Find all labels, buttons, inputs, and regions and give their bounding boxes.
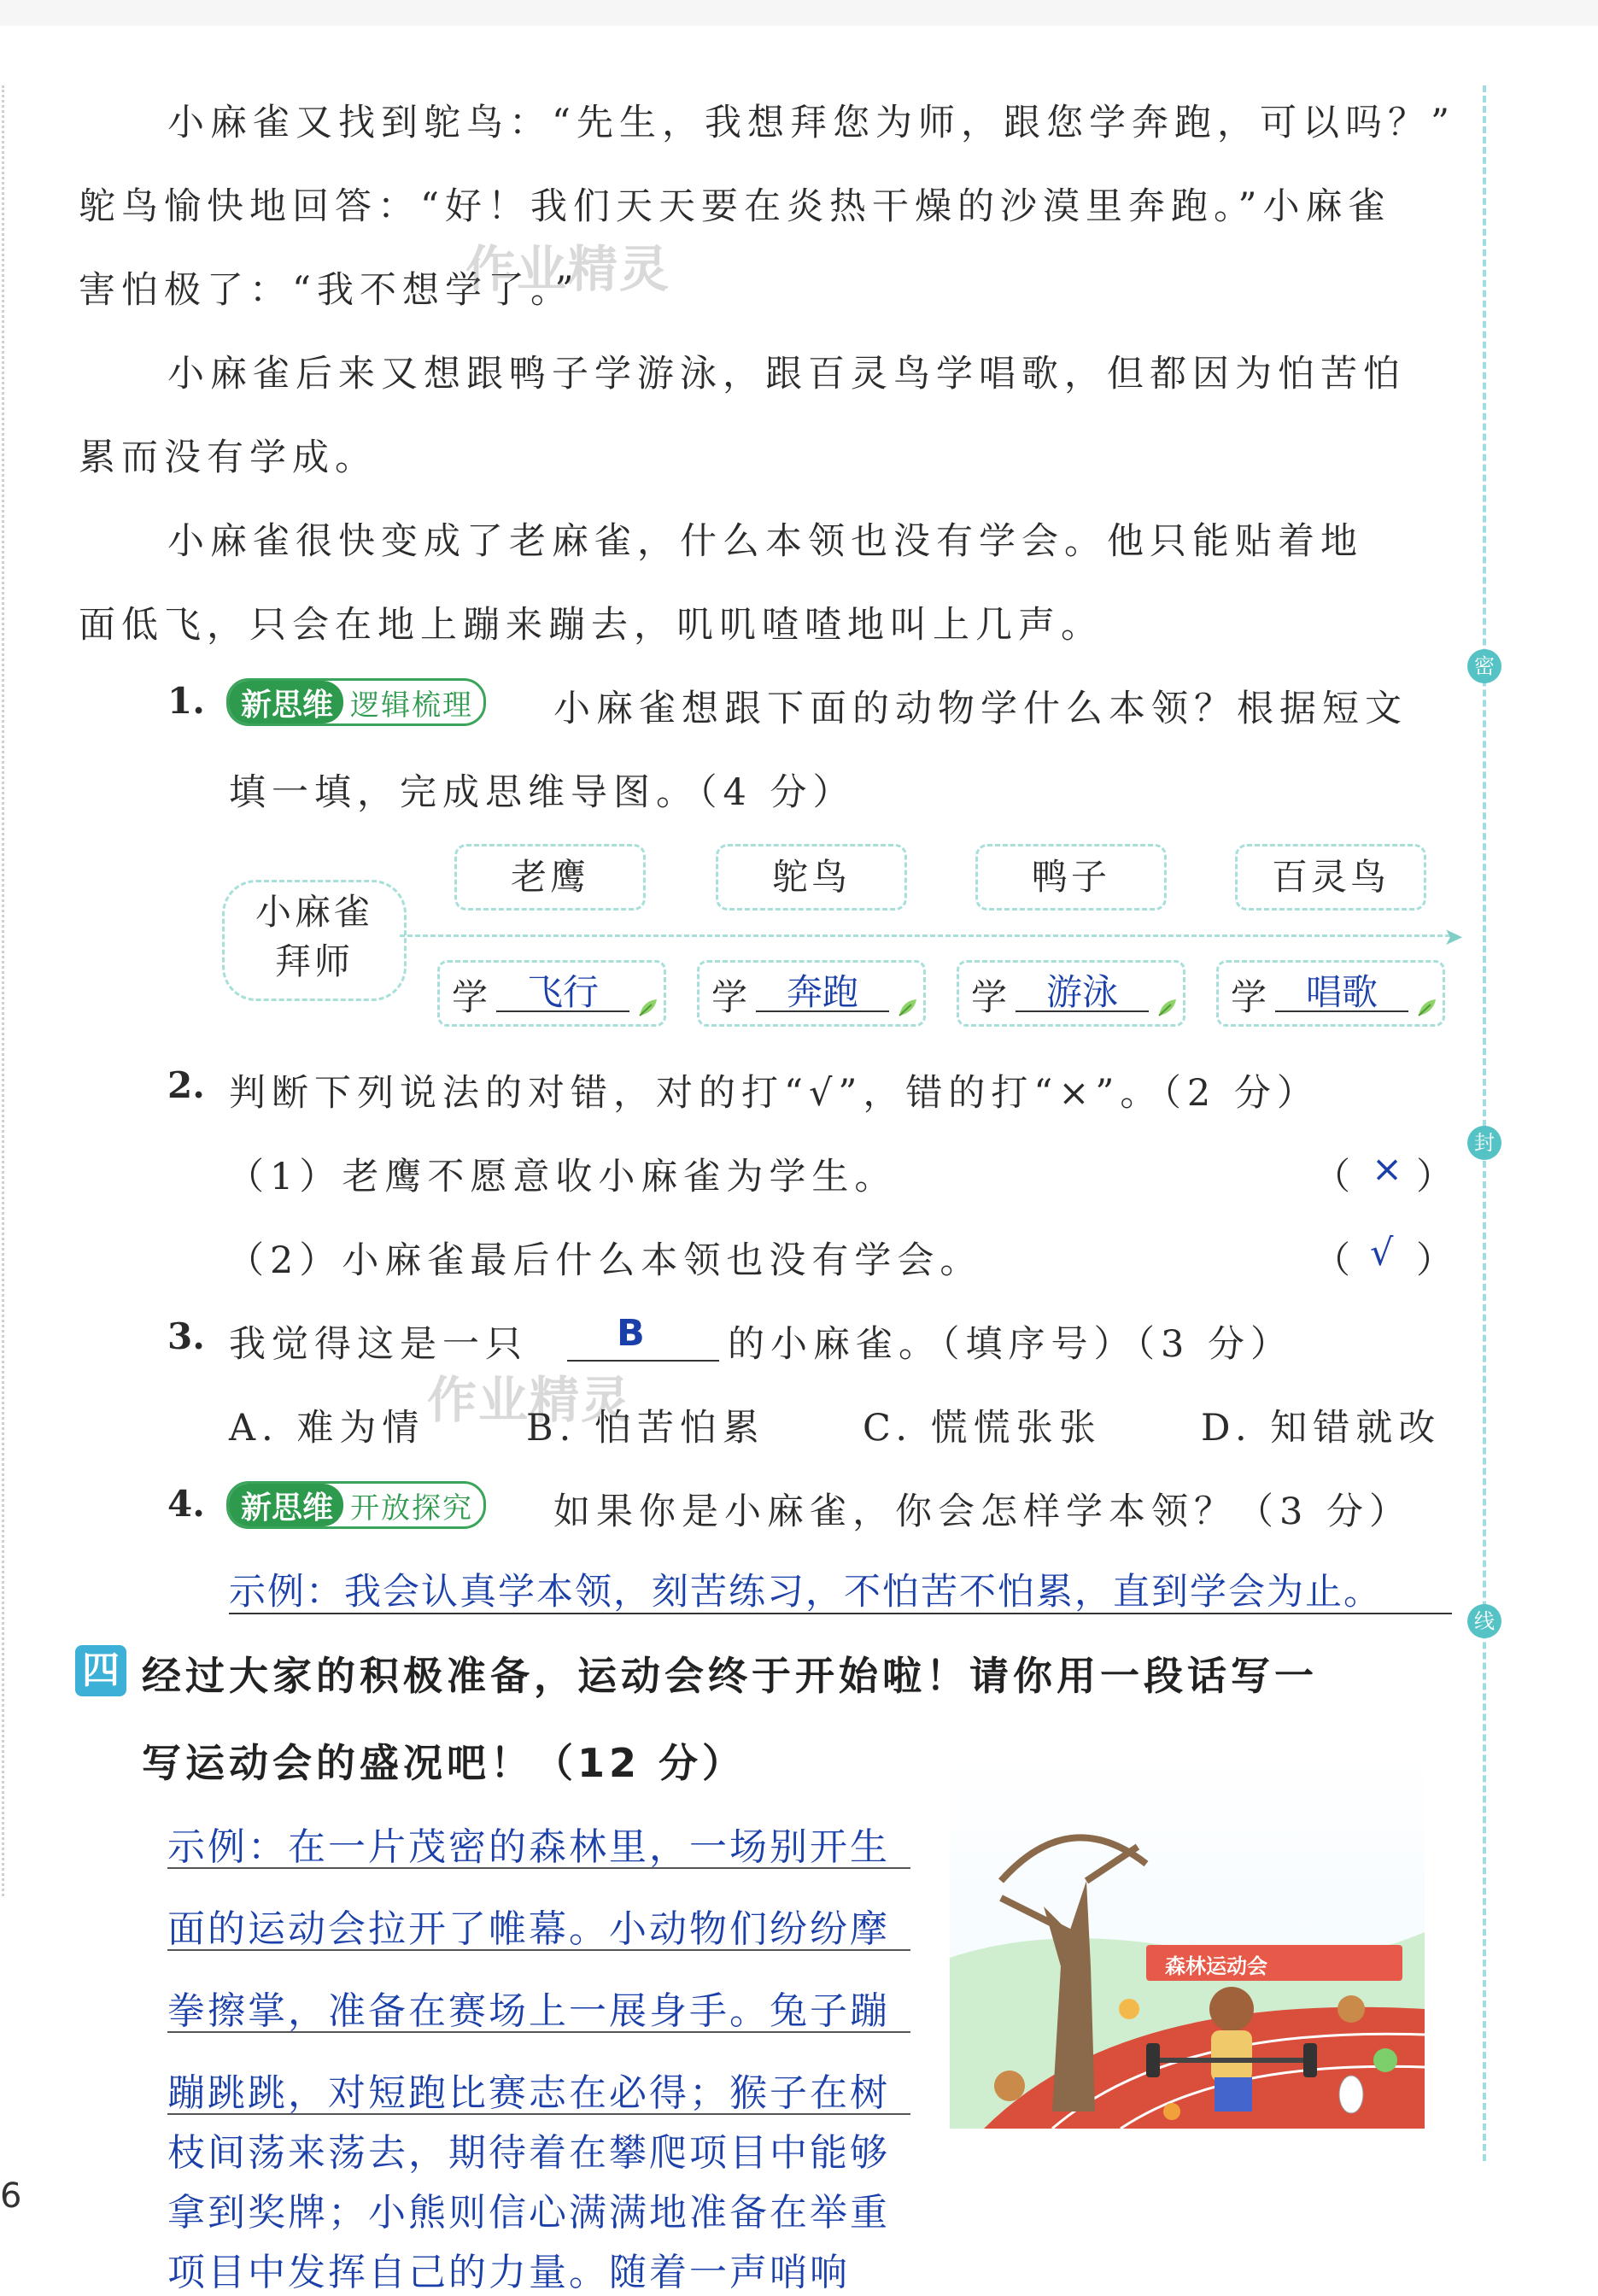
learn-blank-3 <box>1016 1010 1149 1012</box>
q1-text-line2: 填一填，完成思维导图。（4 分） <box>229 771 856 814</box>
story-p1-line2: 鸵鸟愉快地回答：“好！我们天天要在炎热干燥的沙漠里奔跑。”小麻雀 <box>79 185 1391 228</box>
binding-mark-xian: 线 <box>1467 1604 1501 1638</box>
learn-answer-1: 飞行 <box>526 971 599 1013</box>
page-number: 6 <box>0 2176 22 2216</box>
q3-option-c: C. 慌慌张张 <box>863 1407 1102 1450</box>
story-p1-line3: 害怕极了：“我不想学了。” <box>79 269 580 312</box>
mindmap-animal-4: 百灵鸟 <box>1235 844 1426 911</box>
essay-line-1: 示例：在一片茂密的森林里，一场别开生 <box>167 1825 890 1869</box>
story-p2-line2: 累而没有学成。 <box>79 436 378 479</box>
illustration-banner-text: 森林运动会 <box>1165 1954 1267 1978</box>
q3-text-before: 我觉得这是一只 <box>229 1323 528 1366</box>
barbell-plate-right <box>1303 2043 1317 2077</box>
q3-option-d: D. 知错就改 <box>1201 1407 1442 1450</box>
q4-tag <box>226 1481 486 1529</box>
q2-item-2: （2）小麻雀最后什么本领也没有学会。 <box>227 1239 983 1282</box>
q3-number: 3. <box>167 1315 205 1357</box>
learn-answer-3: 游泳 <box>1045 971 1118 1013</box>
essay-rule-1 <box>167 1867 910 1869</box>
learn-label: 学 <box>452 976 489 1018</box>
bear-body <box>1211 2030 1252 2082</box>
q2-number: 2. <box>167 1064 205 1106</box>
story-p1-line1: 小麻雀又找到鸵鸟：“先生，我想拜您为师，跟您学奔跑，可以吗？” <box>167 102 1455 144</box>
essay-rule-3 <box>167 2031 910 2033</box>
q1-tag-sub: 逻辑梳理 <box>350 688 474 723</box>
hanging-monkey-icon <box>1338 1995 1365 2023</box>
section4-prompt-line2: 写运动会的盛况吧！（12 分） <box>142 1740 746 1786</box>
mindmap-animal-1: 老鹰 <box>454 844 646 911</box>
binding-line <box>1483 85 1486 2161</box>
top-band <box>0 0 1598 26</box>
q4-tag-sub: 开放探究 <box>350 1491 474 1526</box>
rooster-icon <box>1119 1999 1139 2019</box>
q2-item-1-answer: × <box>1372 1148 1403 1191</box>
q2-text: 判断下列说法的对错，对的打“√”，错的打“×”。（2 分） <box>229 1072 1320 1115</box>
essay-rule-2 <box>167 1949 910 1951</box>
essay-line-5: 枝间荡来荡去，期待着在攀爬项目中能够 <box>167 2131 890 2175</box>
q3-text-after: 的小麻雀。（填序号）（3 分） <box>728 1323 1294 1366</box>
q3-option-a: A. 难为情 <box>229 1407 425 1450</box>
essay-line-2: 面的运动会拉开了帷幕。小动物们纷纷摩 <box>167 1907 890 1951</box>
q2-item-1-open: （ <box>1314 1156 1350 1198</box>
q4-answer-line <box>229 1613 1452 1614</box>
q1-number: 1. <box>167 680 205 722</box>
left-margin-dots <box>2 85 4 1896</box>
rabbit-icon <box>1339 2076 1363 2113</box>
frog-icon <box>1373 2048 1397 2072</box>
mindmap-animal-2: 鸵鸟 <box>716 844 907 911</box>
mindmap-root-line1: 小麻雀 <box>255 891 373 933</box>
essay-line-7: 项目中发挥自己的力量。随着一声哨响 <box>167 2251 850 2294</box>
learn-blank-2 <box>756 1010 889 1012</box>
mindmap-learn-2 <box>697 960 926 1027</box>
essay-line-3: 拳擦掌，准备在赛场上一展身手。兔子蹦 <box>167 1989 890 2033</box>
story-p3-line1: 小麻雀很快变成了老麻雀，什么本领也没有学会。他只能贴着地 <box>167 520 1363 563</box>
learn-blank-4 <box>1275 1010 1408 1012</box>
q4-tag-main: 新思维 <box>229 1484 343 1526</box>
mindmap-learn-4 <box>1216 960 1445 1027</box>
leaf-icon <box>896 997 918 1019</box>
essay-rule-4 <box>167 2113 910 2115</box>
mindmap-root-line2: 拜师 <box>274 940 354 982</box>
q2-item-1: （1）老鹰不愿意收小麻雀为学生。 <box>227 1156 898 1198</box>
monkey-icon <box>994 2070 1025 2101</box>
mindmap-animal-3: 鸭子 <box>975 844 1167 911</box>
learn-label: 学 <box>711 976 748 1018</box>
mindmap-root <box>222 880 407 1001</box>
essay-line-6: 拿到奖牌；小熊则信心满满地准备在举重 <box>167 2191 890 2234</box>
q4-number: 4. <box>167 1483 205 1525</box>
section4-badge: 四 <box>75 1645 126 1696</box>
learn-answer-4: 唱歌 <box>1305 971 1378 1013</box>
leaf-icon <box>1156 997 1178 1019</box>
q2-item-2-close: ） <box>1416 1239 1453 1282</box>
mindmap-learn-1 <box>437 960 666 1027</box>
q3-option-b: B. 怕苦怕累 <box>526 1407 765 1450</box>
mindmap-arrow-head-icon: ➤ <box>1443 922 1464 951</box>
binding-mark-mi: 密 <box>1467 649 1501 683</box>
story-p2-line1: 小麻雀后来又想跟鸭子学游泳，跟百灵鸟学唱歌，但都因为怕苦怕 <box>167 353 1406 395</box>
q3-answer: B <box>617 1312 651 1355</box>
learn-label: 学 <box>1231 976 1267 1018</box>
q1-tag <box>226 678 486 726</box>
forest-sports-meet-illustration <box>950 1753 1425 2129</box>
watermark: 作业精灵 <box>427 1371 633 1429</box>
q2-item-2-open: （ <box>1314 1239 1350 1282</box>
bear-head-icon <box>1209 1987 1254 2031</box>
q1-text-line1: 小麻雀想跟下面的动物学什么本领？根据短文 <box>553 688 1408 730</box>
barbell-plate-left <box>1146 2043 1160 2077</box>
q4-text: 如果你是小麻雀，你会怎样学本领？（3 分） <box>553 1491 1413 1533</box>
leaf-icon <box>636 997 659 1019</box>
learn-answer-2: 奔跑 <box>786 971 858 1013</box>
story-p3-line2: 面低飞，只会在地上蹦来蹦去，叽叽喳喳地叫上几声。 <box>79 604 1103 647</box>
essay-line-4: 蹦跳跳，对短跑比赛志在必得；猴子在树 <box>167 2071 890 2115</box>
q2-item-2-answer: √ <box>1370 1232 1394 1274</box>
watermark: 作业精灵 <box>465 240 671 298</box>
fox-icon <box>1163 2103 1180 2120</box>
section4-prompt-line1: 经过大家的积极准备，运动会终于开始啦！请你用一段话写一 <box>142 1653 1318 1699</box>
learn-blank-1 <box>496 1010 629 1012</box>
q1-tag-main: 新思维 <box>229 681 343 723</box>
q2-item-1-close: ） <box>1416 1156 1453 1198</box>
mindmap-learn-3 <box>957 960 1185 1027</box>
binding-mark-feng: 封 <box>1467 1126 1501 1160</box>
mindmap-arrow-line <box>400 934 1450 937</box>
bear-pants <box>1215 2077 1252 2112</box>
q4-answer: 示例：我会认真学本领，刻苦练习，不怕苦不怕累，直到学会为止。 <box>229 1571 1382 1614</box>
leaf-icon <box>1415 997 1437 1019</box>
learn-label: 学 <box>971 976 1008 1018</box>
